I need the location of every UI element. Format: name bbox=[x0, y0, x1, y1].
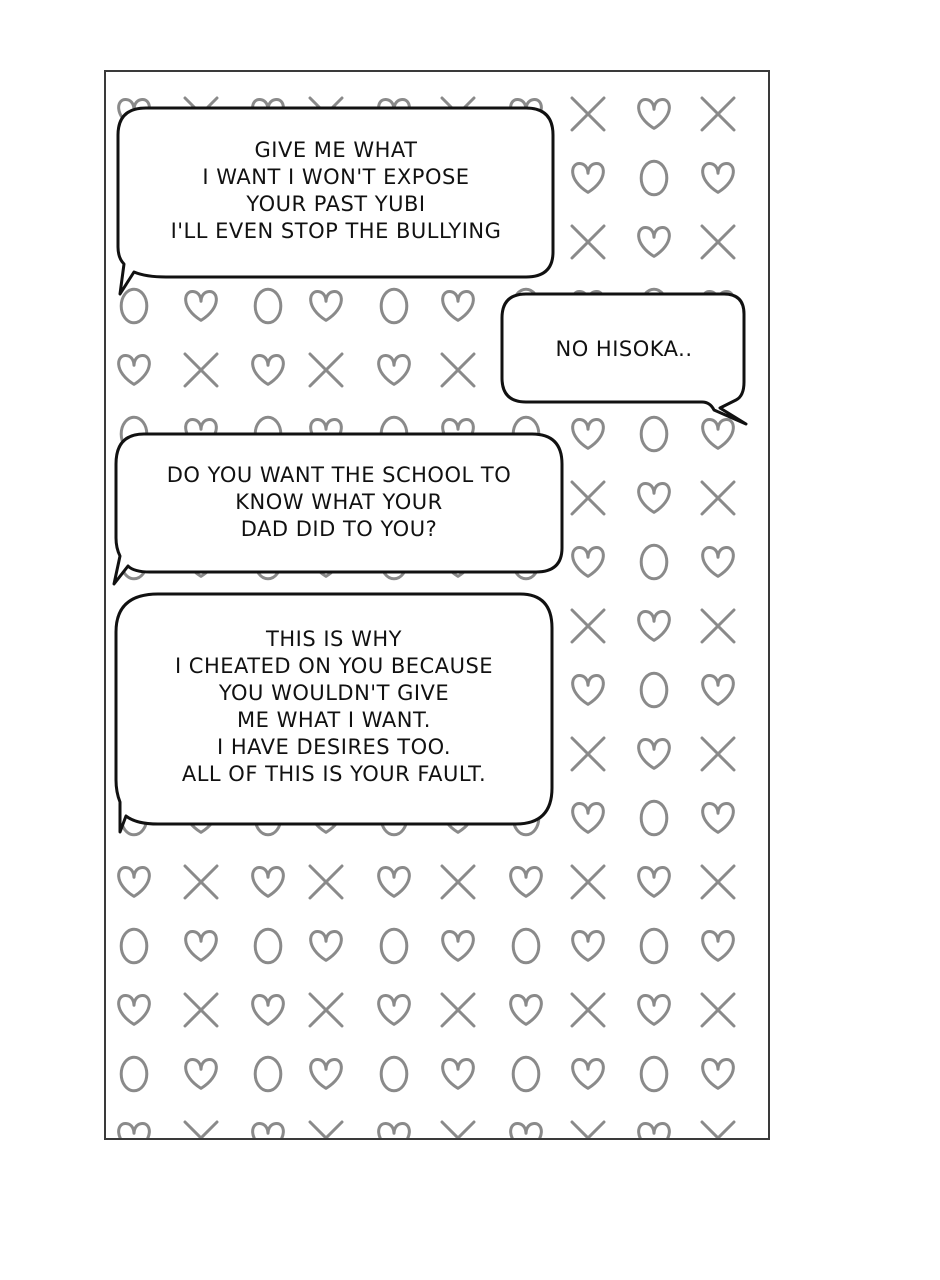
dialogue-line: GIVE ME WHAT bbox=[254, 138, 418, 162]
speech-bubble-1-text bbox=[128, 116, 544, 266]
dialogue-line: I HAVE DESIRES TOO. bbox=[216, 735, 452, 759]
dialogue-line: ALL OF THIS IS YOUR FAULT. bbox=[181, 762, 487, 786]
dialogue-line: I'LL EVEN STOP THE BULLYING bbox=[170, 219, 502, 243]
dialogue-line: YOU WOULDN'T GIVE bbox=[218, 681, 450, 705]
dialogue-line: I CHEATED ON YOU BECAUSE bbox=[174, 654, 494, 678]
comic-panel bbox=[104, 70, 770, 1140]
dialogue-line: ME WHAT I WANT. bbox=[237, 708, 431, 732]
dialogue-line: DO YOU WANT THE SCHOOL TO bbox=[166, 462, 512, 487]
dialogue-line: KNOW WHAT YOUR bbox=[235, 489, 443, 514]
speech-bubble-3-text bbox=[124, 442, 554, 562]
dialogue-line: DAD DID TO YOU? bbox=[240, 516, 438, 541]
dialogue-line: THIS IS WHY bbox=[266, 627, 402, 651]
dialogue-line: YOUR PAST YUBI bbox=[246, 192, 426, 216]
dialogue-line: NO HISOKA.. bbox=[555, 336, 693, 361]
dialogue-line: I WANT I WON'T EXPOSE bbox=[202, 165, 470, 189]
speech-bubble-2-text bbox=[506, 302, 742, 396]
speech-bubble-4-text bbox=[124, 602, 544, 812]
